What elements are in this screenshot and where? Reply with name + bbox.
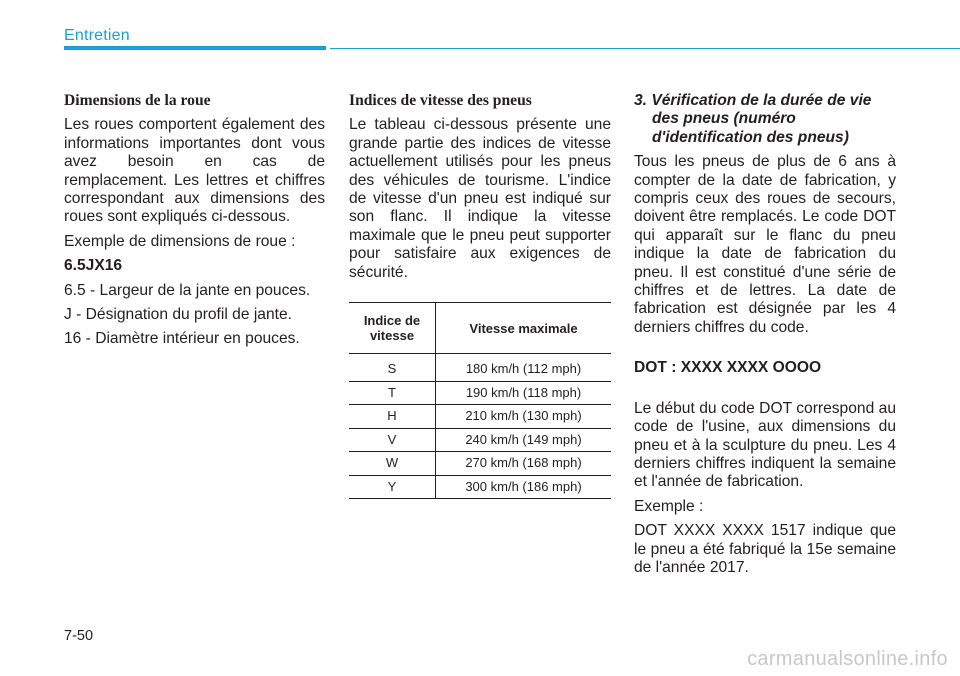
table-cell-speed: 300 km/h (186 mph) [436, 475, 612, 499]
table-row [349, 475, 611, 499]
table-header-row [349, 303, 611, 354]
table-cell-speed: 240 km/h (149 mph) [436, 428, 612, 452]
wheel-example-code: 6.5JX16 [64, 257, 123, 275]
tire-life-paragraph: Tous les pneus de plus de 6 ans à compter de la date de fabrication, y compris ceux des roues de secours, doivent être remplacés. Le code DOT qui apparaît sur le flanc du pneu indique la date de fabrication du pneu. Il est constitué d'une série de chiffres et de lettres. La date de fabrication est désignée par les 4 derniers chiffres du code. [634, 153, 896, 336]
wheel-dimensions-heading: Dimensions de la roue [64, 92, 211, 109]
page-number: 7-50 [64, 628, 94, 644]
table-cell-index: H [349, 405, 436, 429]
speed-rating-table [349, 302, 611, 499]
wheel-example-intro: Exemple de dimensions de roue : [64, 232, 296, 250]
table-cell-index: W [349, 452, 436, 476]
table-header-index: Indice de vitesse [349, 303, 436, 354]
table-cell-speed: 270 km/h (168 mph) [436, 452, 612, 476]
dot-example-paragraph: DOT XXXX XXXX 1517 indique que le pneu a été fabriqué la 15e semaine de l'année 2017. [634, 522, 896, 576]
table-row [349, 452, 611, 476]
column-wheel-dimensions [64, 92, 325, 355]
dot-code-format: DOT : XXXX XXXX OOOO [634, 359, 822, 377]
table-cell-speed: 180 km/h (112 mph) [436, 354, 612, 382]
wheel-item-diameter: 16 - Diamètre intérieur en pouces. [64, 330, 300, 348]
section-title: Entretien [64, 27, 130, 44]
dot-example-label: Exemple : [634, 497, 704, 515]
wheel-dimensions-paragraph: Les roues comportent également des informations importantes dont vous avez besoin en cas de remplacement. Les lettres et chiffres correspondant aux dimensions des roues sont expliqués ci-dessous. [64, 116, 325, 226]
table-row [349, 428, 611, 452]
dot-code-explanation: Le début du code DOT correspond au code de l'usine, aux dimensions du pneu et à la sculpture du pneu. Les 4 derniers chiffres indiquent la semaine et l'année de fabrication. [634, 399, 896, 491]
table-cell-speed: 190 km/h (118 mph) [436, 381, 612, 405]
wheel-item-width: 6.5 - Largeur de la jante en pouces. [64, 281, 311, 299]
wheel-item-profile: J - Désignation du profil de jante. [64, 306, 292, 324]
header-rule-thick [64, 46, 326, 50]
table-cell-index: S [349, 354, 436, 382]
table-cell-speed: 210 km/h (130 mph) [436, 405, 612, 429]
table-cell-index: T [349, 381, 436, 405]
column-speed-ratings [349, 92, 611, 499]
table-row [349, 405, 611, 429]
tire-life-heading: 3. Vérification de la durée de vie des pneus (numéro d'identification des pneus) [634, 92, 872, 146]
speed-ratings-paragraph: Le tableau ci-dessous présente une grande partie des indices de vitesse actuellement utilisés pour les pneus des véhicules de tourisme. L'indice de vitesse d'un pneu est indiqué sur son flanc. Il indique la vitesse maximale que le pneu peut supporter pour satisfaire aux exigences de sécurité. [349, 116, 611, 281]
column-tire-life [634, 92, 896, 583]
speed-ratings-heading: Indices de vitesse des pneus [349, 92, 532, 109]
header-rule-thin [330, 48, 960, 49]
table-row [349, 381, 611, 405]
table-header-max-speed: Vitesse maximale [436, 303, 612, 354]
watermark-text: carmanualsonline.info [747, 648, 948, 670]
table-row [349, 354, 611, 382]
table-cell-index: Y [349, 475, 436, 499]
table-cell-index: V [349, 428, 436, 452]
